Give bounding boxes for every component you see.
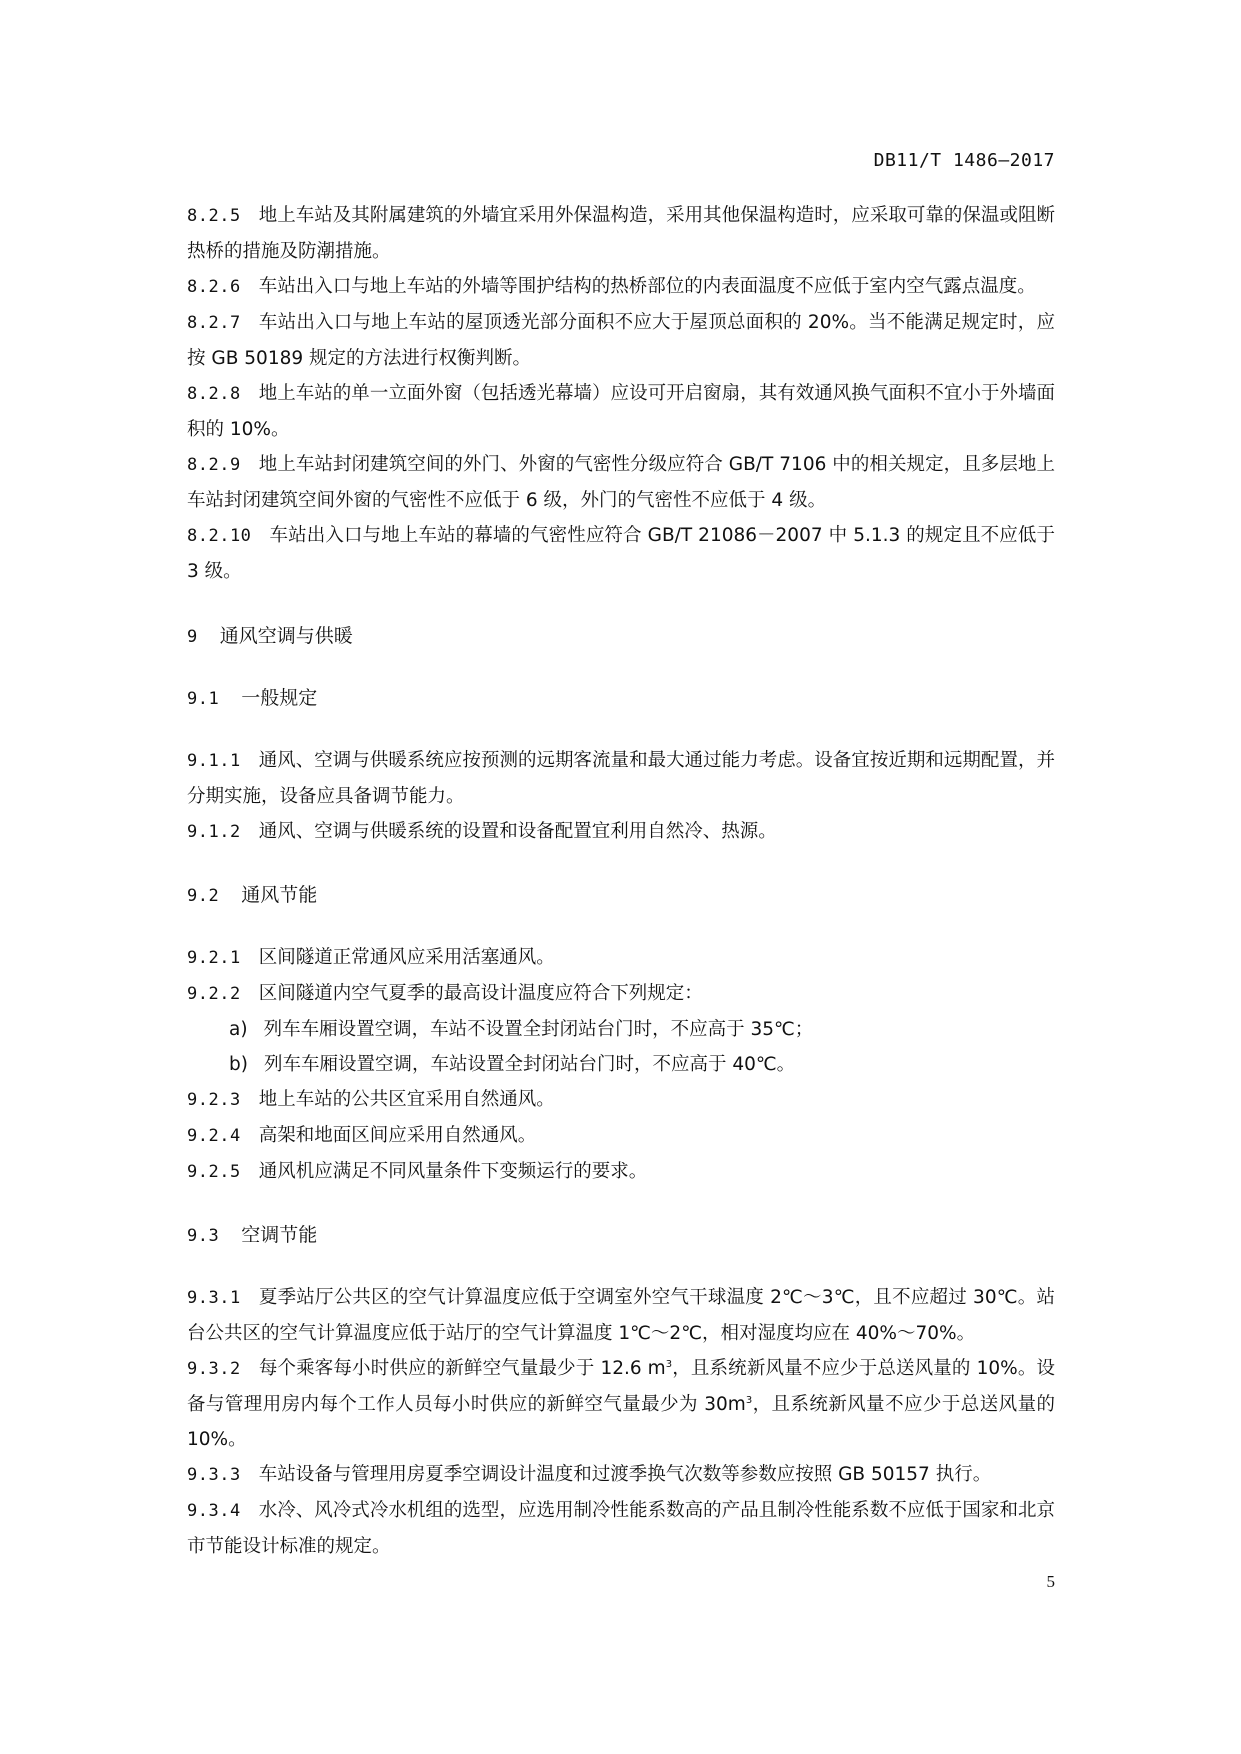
- page-number: 5: [1046, 1572, 1055, 1591]
- clause-number: 9.2.1: [187, 948, 241, 968]
- clause-9-2-5: [187, 1154, 1055, 1190]
- clause-8-2-9: [187, 447, 1055, 518]
- document-body: [187, 198, 1055, 1564]
- clause-text-part-2: ，且系统新风量不应少于总送风量的 10%。设备与管理用房内每个工作人员每小时供应的新鲜空气量最少为 30m: [187, 1358, 1055, 1415]
- section-9-1-heading: [187, 681, 1055, 717]
- clause-number: 9.3.2: [187, 1359, 241, 1379]
- clause-number: 9.2.3: [187, 1090, 241, 1110]
- clause-text: 车站出入口与地上车站的幕墙的气密性应符合 GB/T 21086－2007 中 5.1.3 的规定且不应低于 3 级。: [187, 525, 1055, 582]
- list-marker: b): [229, 1054, 248, 1075]
- clause-number: 9.1.1: [187, 751, 241, 771]
- clause-text: 地上车站封闭建筑空间的外门、外窗的气密性分级应符合 GB/T 7106 中的相关规定，且多层地上车站封闭建筑空间外窗的气密性不应低于 6 级，外门的气密性不应低于 4 级。: [187, 454, 1055, 511]
- clause-text: 车站出入口与地上车站的屋顶透光部分面积不应大于屋顶总面积的 20%。当不能满足规定时，应按 GB 50189 规定的方法进行权衡判断。: [187, 312, 1055, 369]
- clause-8-2-8: [187, 376, 1055, 447]
- clause-text: 车站出入口与地上车站的外墙等围护结构的热桥部位的内表面温度不应低于室内空气露点温度。: [258, 276, 1036, 297]
- clause-number: 9.2.2: [187, 984, 241, 1004]
- chapter-9-heading: [187, 619, 1055, 655]
- clause-text: 通风、空调与供暖系统应按预测的远期客流量和最大通过能力考虑。设备宜按近期和远期配置，并分期实施，设备应具备调节能力。: [187, 750, 1055, 807]
- clause-number: 8.2.9: [187, 455, 241, 475]
- clause-9-2-4: [187, 1118, 1055, 1154]
- clause-9-2-2: [187, 976, 1055, 1012]
- clause-8-2-10: [187, 518, 1055, 589]
- chapter-title: 通风空调与供暖: [219, 625, 353, 647]
- clause-number: 9.2.5: [187, 1162, 241, 1182]
- clause-text: 地上车站的单一立面外窗（包括透光幕墙）应设可开启窗扇，其有效通风换气面积不宜小于外墙面积的 10%。: [187, 383, 1055, 440]
- section-number: 9.2: [187, 886, 220, 906]
- clause-9-1-1: [187, 743, 1055, 814]
- clause-text: 水冷、风冷式冷水机组的选型，应选用制冷性能系数高的产品且制冷性能系数不应低于国家和北京市节能设计标准的规定。: [187, 1500, 1055, 1557]
- clause-number: 8.2.6: [187, 277, 241, 297]
- clause-text: 地上车站及其附属建筑的外墙宜采用外保温构造，采用其他保温构造时，应采取可靠的保温或阻断热桥的措施及防潮措施。: [187, 205, 1055, 262]
- list-item-text: 列车车厢设置空调，车站设置全封闭站台门时，不应高于 40℃。: [263, 1054, 796, 1075]
- list-item-b: [229, 1047, 1055, 1082]
- clause-number: 9.2.4: [187, 1126, 241, 1146]
- clause-8-2-7: [187, 305, 1055, 376]
- clause-text: 地上车站的公共区宜采用自然通风。: [258, 1089, 555, 1110]
- clause-text: 通风机应满足不同风量条件下变频运行的要求。: [258, 1161, 648, 1182]
- clause-text-part-3: ，且系统新风量不应少于总送风量的 10%。: [187, 1394, 1055, 1450]
- list-item-text: 列车车厢设置空调，车站不设置全封闭站台门时，不应高于 35℃；: [263, 1019, 814, 1040]
- section-title: 通风节能: [241, 884, 318, 906]
- list-marker: a): [229, 1019, 248, 1040]
- clause-8-2-5: [187, 198, 1055, 269]
- clause-number: 9.3.3: [187, 1465, 241, 1485]
- document-code: DB11/T 1486—2017: [873, 150, 1055, 171]
- clause-number: 9.3.1: [187, 1288, 241, 1308]
- clause-9-2-1: [187, 940, 1055, 976]
- clause-text: 车站设备与管理用房夏季空调设计温度和过渡季换气次数等参数应按照 GB 50157 执行。: [258, 1464, 992, 1485]
- clause-text: 通风、空调与供暖系统的设置和设备配置宜利用自然冷、热源。: [258, 821, 777, 842]
- superscript-3: 3: [745, 1394, 753, 1406]
- section-title: 一般规定: [241, 687, 318, 709]
- clause-number: 8.2.5: [187, 206, 241, 226]
- clause-text: 夏季站厅公共区的空气计算温度应低于空调室外空气干球温度 2℃～3℃，且不应超过 30℃。站台公共区的空气计算温度应低于站厅的空气计算温度 1℃～2℃，相对湿度均应在 40%～70%。: [187, 1287, 1055, 1344]
- section-title: 空调节能: [241, 1224, 318, 1246]
- clause-9-3-3: [187, 1457, 1055, 1493]
- clause-9-3-1: [187, 1280, 1055, 1351]
- clause-9-3-2: [187, 1351, 1055, 1457]
- list-item-a: [229, 1012, 1055, 1047]
- clause-text: 高架和地面区间应采用自然通风。: [258, 1125, 537, 1146]
- clause-text-part-1: 每个乘客每小时供应的新鲜空气量最少于 12.6 m: [258, 1358, 666, 1379]
- clause-number: 9.3.4: [187, 1501, 241, 1521]
- clause-number: 8.2.10: [187, 526, 252, 546]
- clause-number: 8.2.7: [187, 313, 241, 333]
- section-number: 9.1: [187, 689, 220, 709]
- clause-9-2-3: [187, 1082, 1055, 1118]
- superscript-3: 3: [665, 1358, 673, 1370]
- clause-number: 8.2.8: [187, 384, 241, 404]
- clause-8-2-6: [187, 269, 1055, 305]
- section-number: 9.3: [187, 1226, 220, 1246]
- section-9-3-heading: [187, 1218, 1055, 1254]
- clause-9-1-2: [187, 814, 1055, 850]
- clause-text: 区间隧道内空气夏季的最高设计温度应符合下列规定：: [258, 983, 703, 1004]
- chapter-number: 9: [187, 627, 198, 647]
- clause-number: 9.1.2: [187, 822, 241, 842]
- clause-text: 区间隧道正常通风应采用活塞通风。: [258, 947, 555, 968]
- clause-9-3-4: [187, 1493, 1055, 1564]
- section-9-2-heading: [187, 878, 1055, 914]
